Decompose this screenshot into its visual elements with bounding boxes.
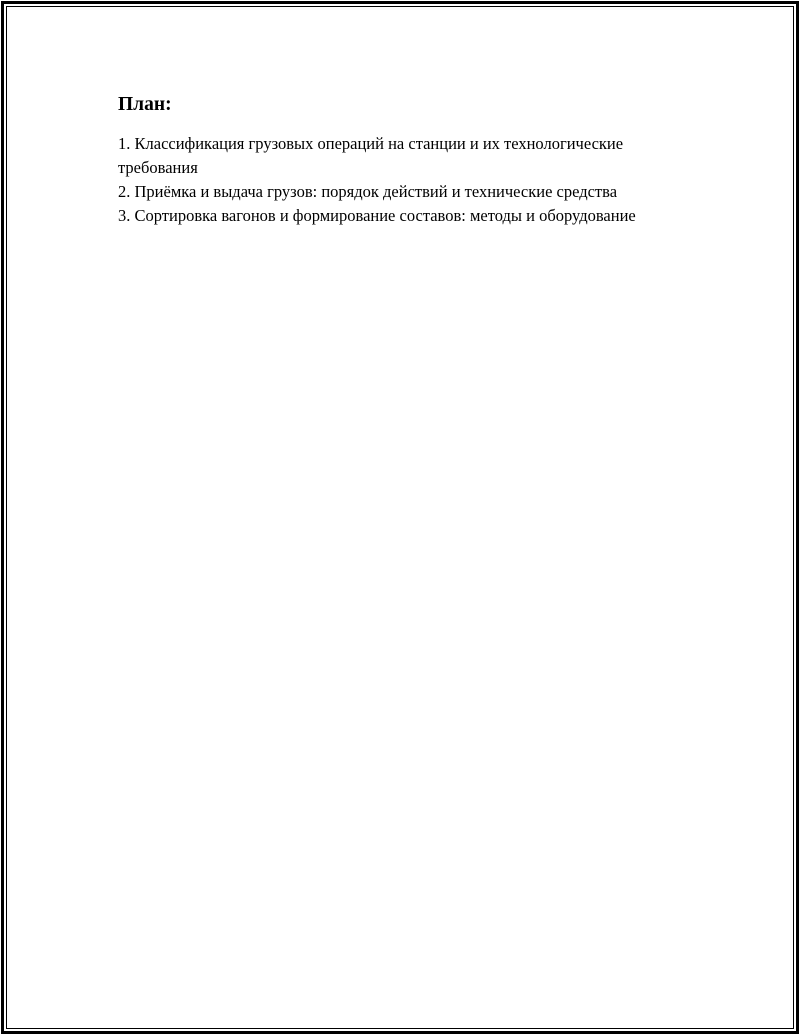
plan-list — [118, 132, 698, 228]
plan-item-1: 1. Классификация грузовых операций на станции и их технологические требования — [118, 134, 624, 177]
plan-item-2: 2. Приёмка и выдача грузов: порядок действий и технические средства — [118, 182, 618, 201]
plan-item-3: 3. Сортировка вагонов и формирование составов: методы и оборудование — [118, 206, 636, 225]
document-page — [118, 92, 698, 228]
plan-heading: План: — [118, 94, 172, 115]
